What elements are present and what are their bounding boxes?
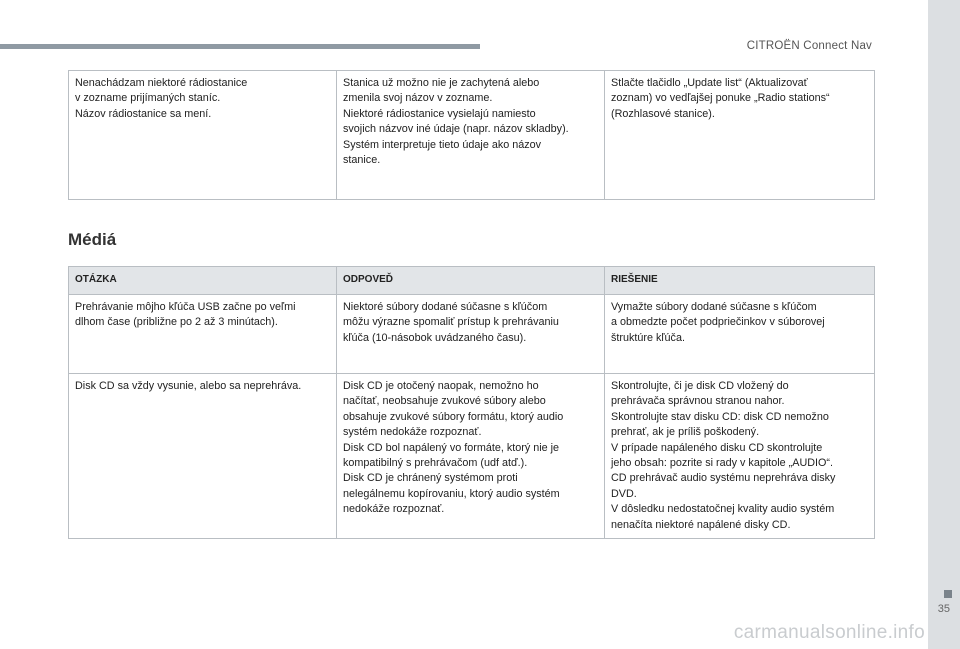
solution-cell: Skontrolujte, či je disk CD vložený do prehrávača správnou stranou nahor. Skontrolujte stav disku CD: disk CD nemožno prehrať, ak je príliš poškodený. V prípade napáleného disku CD skontrolujte jeho obsah: pozrite si rady v kapitole „AUDIO“. CD prehrávač audio systému neprehráva disky DVD. V dôsledku nedostatočnej kvality audio systém nenačíta niektoré napálené disky CD.	[605, 374, 875, 539]
page-number: 35	[937, 603, 950, 615]
header-rule	[0, 44, 480, 49]
column-header-answer: ODPOVEĎ	[337, 267, 605, 295]
header-title: CITROËN Connect Nav	[746, 40, 872, 52]
question-cell: Nenachádzam niektoré rádiostanice v zozname prijímaných staníc. Názov rádiostanice sa mení.	[69, 71, 337, 200]
page-marker	[944, 590, 952, 598]
solution-cell: Stlačte tlačidlo „Update list“ (Aktualizovať zoznam) vo vedľajšej ponuke „Radio stations“ (Rozhlasové stanice).	[605, 71, 875, 200]
column-header-question: OTÁZKA	[69, 267, 337, 295]
table-row	[69, 374, 875, 539]
question-cell: Prehrávanie môjho kľúča USB začne po veľmi dlhom čase (približne po 2 až 3 minútach).	[69, 295, 337, 374]
table-row	[69, 71, 875, 200]
answer-cell: Disk CD je otočený naopak, nemožno ho načítať, neobsahuje zvukové súbory alebo obsahuje zvukové súbory formátu, ktorý audio systém nedokáže rozpoznať. Disk CD bol napálený vo formáte, ktorý nie je kompatibilný s prehrávačom (udf atď.). Disk CD je chránený systémom proti nelegálnemu kopírovaniu, ktorý audio systém nedokáže rozpoznať.	[337, 374, 605, 539]
section-title: Médiá	[68, 230, 117, 249]
question-cell: Disk CD sa vždy vysunie, alebo sa neprehráva.	[69, 374, 337, 539]
table-header-row	[69, 267, 875, 295]
solution-cell: Vymažte súbory dodané súčasne s kľúčom a obmedzte počet podpriečinkov v súborovej štruktúre kľúča.	[605, 295, 875, 374]
column-header-solution: RIEŠENIE	[605, 267, 875, 295]
radio-troubleshooting-table	[68, 70, 875, 200]
answer-cell: Stanica už možno nie je zachytená alebo zmenila svoj názov v zozname. Niektoré rádiostanice vysielajú namiesto svojich názvov iné údaje (napr. názov skladby). Systém interpretuje tieto údaje ako názov stanice.	[337, 71, 605, 200]
watermark: carmanualsonline.info	[733, 622, 925, 643]
media-troubleshooting-table	[68, 266, 875, 539]
side-strip	[928, 0, 960, 649]
answer-cell: Niektoré súbory dodané súčasne s kľúčom môžu výrazne spomaliť prístup k prehrávaniu kľúča (10-násobok uvádzaného času).	[337, 295, 605, 374]
table-row	[69, 295, 875, 374]
